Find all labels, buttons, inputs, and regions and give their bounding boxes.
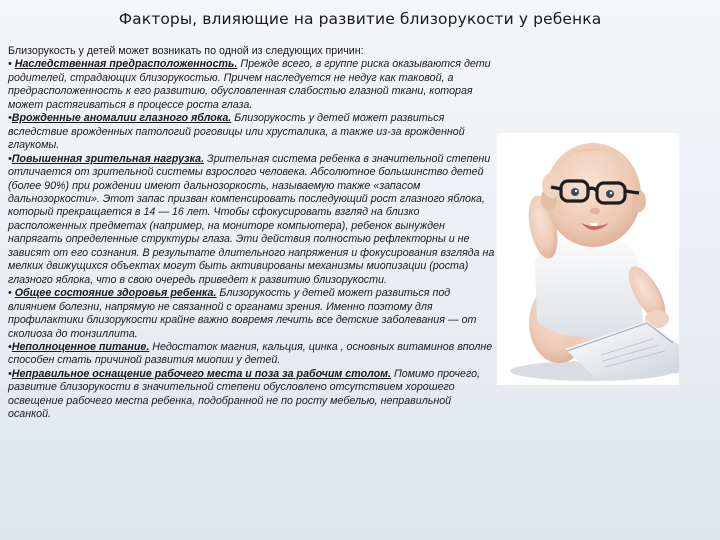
text-body <box>8 45 496 422</box>
factor-visual-load <box>8 153 496 288</box>
baby-illustration <box>497 133 679 385</box>
factor-heading: Врожденные аномалии глазного яблока. <box>11 112 232 125</box>
factor-nutrition <box>8 341 496 368</box>
factor-text: Прежде всего, в группе риска оказываются дети родителей, страдающих близорукостью. Причем наследуется не недуг как таковой, а предрасположенность к его развитию, обусловленная слабостью глазной ткани, которая может растягиваться в процессе роста глаза. <box>8 58 491 111</box>
slide-title: Факторы, влияющие на развитие близорукости у ребенка <box>118 10 602 28</box>
factor-text: Недостаток магния, кальция, цинка , основных витаминов вполне способен стать причиной развития миопии у детей. <box>8 340 493 367</box>
bullet-marker: • <box>8 152 12 165</box>
factor-general-health <box>8 287 496 341</box>
bullet-marker: • <box>8 58 12 71</box>
factor-heading: Повышенная зрительная нагрузка. <box>11 152 205 165</box>
bullet-marker: • <box>8 287 12 300</box>
factor-text: Помимо прочего, развитие близорукости в значительной степени обусловлено отсутствием хорошего освещение рабочего места ребенка, подобранной не по росту мебелью, неправильной осанкой. <box>8 367 481 421</box>
factor-heading: Неправильное оснащение рабочего места и поза за рабочим столом. <box>11 367 392 380</box>
baby-with-glasses-photo <box>497 133 679 385</box>
factor-heading: Наследственная предрасположенность. <box>14 58 238 71</box>
bullet-marker: • <box>8 367 12 380</box>
factor-heading: Неполноценное питание. <box>11 340 150 353</box>
factor-heading: Общее состояние здоровья ребенка. <box>14 287 217 300</box>
factor-text: Зрительная система ребенка в значительной степени отличается от зрительной системы взрослого человека. Абсолютное большинство детей (более 90%) при рождении имеют дальнозоркость, называемую также «запасом дальнозоркости». Этот запас призван компенсировать последующий рост глазного яблока, который прекращается в 14 — 16 лет. Чтобы сфокусировать взгляд на близко расположенных предметах (например, на мониторе компьютера), ребенок вынужден напрягать определенные структуры глаза. Эти действия полностью рефлекторны и не зависят от его сознания. В результате длительного напряжения и фокусирования взгляда на мелких движущихся объектах могут быть активированы механизмы миопизации (роста) глазного яблока, что в свою очередь приведет к развитию близорукости. <box>8 152 495 286</box>
factor-text: Близорукость у детей может развиться вследствие врожденных патологий роговицы или хрусталика, а также из-за врожденной глаукомы. <box>8 112 465 152</box>
intro-text: Близорукость у детей может возникать по одной из следующих причин: <box>8 45 364 57</box>
factor-heredity <box>8 58 496 112</box>
factor-text: Близорукость у детей может развиться под влиянием болезни, напрямую не связанной с органами зрения. Именно поэтому для профилактики близорукости крайне важно вовремя лечить все детские заболевания — от сколиоза до тонзиллита. <box>8 287 477 340</box>
bullet-marker: • <box>8 112 12 125</box>
factor-workplace <box>8 368 496 422</box>
bullet-marker: • <box>8 340 12 353</box>
factor-congenital-anomalies <box>8 112 496 152</box>
